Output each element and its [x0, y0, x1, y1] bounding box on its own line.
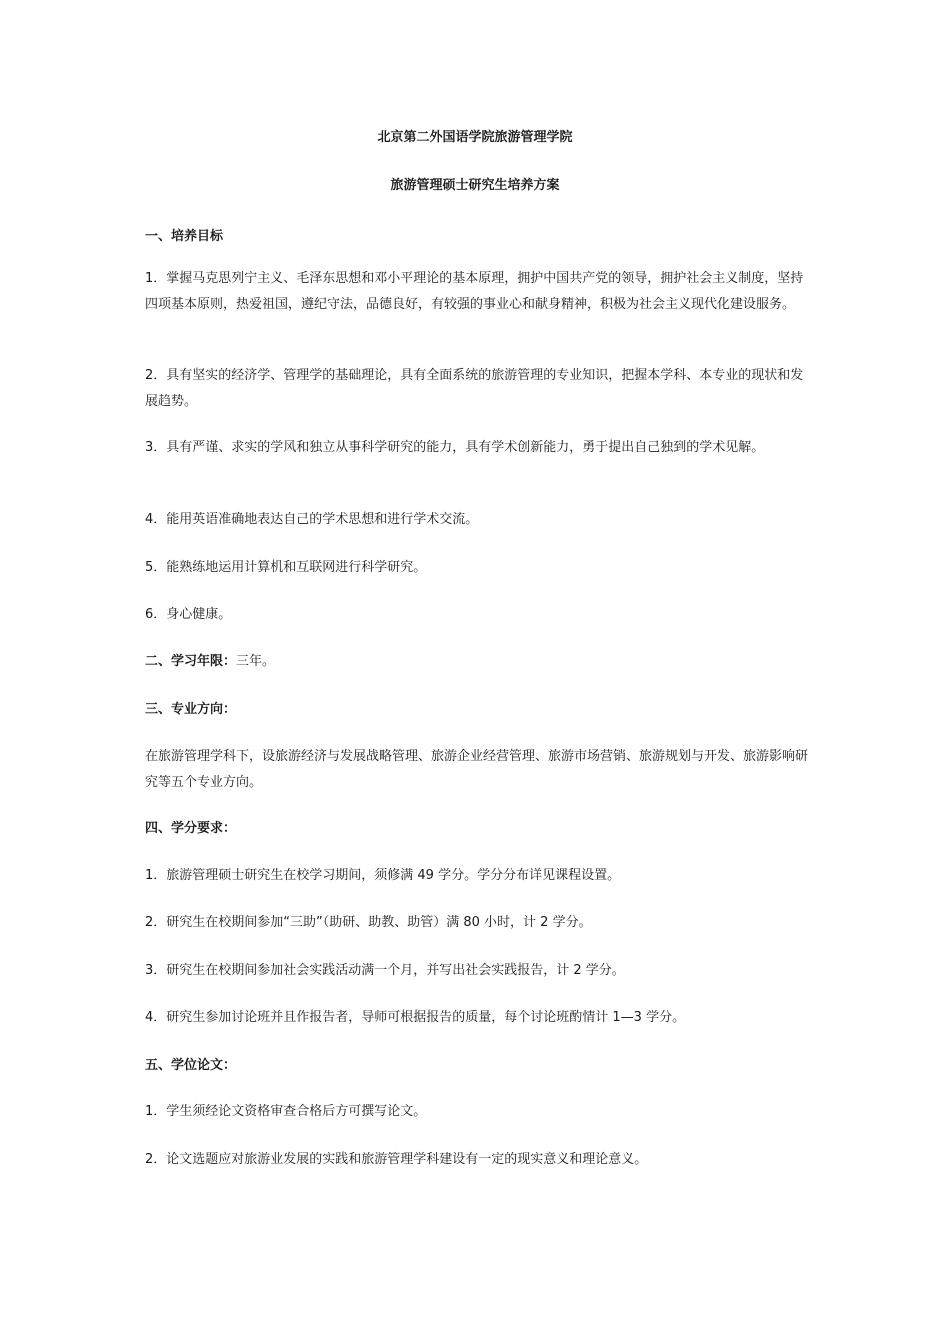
thesis-item: 1．学生须经论文资格审查合格后方可撰写论文。	[145, 1104, 427, 1119]
specialization-text: 在旅游管理学科下，设旅游经济与发展战略管理、旅游企业经营管理、旅游市场营销、旅游规划与开发、旅游影响研究等五个专业方向。	[145, 749, 809, 790]
section-heading-credit-requirements: 四、学分要求：	[145, 821, 237, 836]
training-goal-item: 2．具有坚实的经济学、管理学的基础理论，具有全面系统的旅游管理的专业知识，把握本学科、本专业的现状和发展趋势。	[145, 368, 804, 409]
credit-requirement-item: 4．研究生参加讨论班并且作报告者，导师可根据报告的质量，每个讨论班酌情计 1—3 学分。	[145, 1010, 686, 1025]
study-period-value: 三年。	[236, 654, 276, 669]
document-title: 北京第二外国语学院旅游管理学院	[377, 130, 573, 145]
section-heading-specialization: 三、专业方向：	[145, 702, 237, 717]
study-period-line	[145, 649, 810, 675]
section-heading-training-goals: 一、培养目标	[145, 229, 224, 244]
training-goal-item: 6．身心健康。	[145, 607, 232, 622]
section-heading-thesis: 五、学位论文：	[145, 1058, 237, 1073]
thesis-item: 2．论文选题应对旅游业发展的实践和旅游管理学科建设有一定的现实意义和理论意义。	[145, 1152, 648, 1167]
training-goal-item: 1．掌握马克思列宁主义、毛泽东思想和邓小平理论的基本原理，拥护中国共产党的领导，拥护社会主义制度，坚持四项基本原则，热爱祖国，遵纪守法，品德良好，有较强的事业心和献身精神，积极为社会主义现代化建设服务。	[145, 271, 804, 312]
document-subtitle: 旅游管理硕士研究生培养方案	[390, 178, 560, 193]
training-goal-item: 5．能熟练地运用计算机和互联网进行科学研究。	[145, 560, 427, 575]
credit-requirement-item: 2．研究生在校期间参加“三助”（助研、助教、助管）满 80 小时，计 2 学分。	[145, 915, 592, 930]
training-goal-item: 3．具有严谨、求实的学风和独立从事科学研究的能力，具有学术创新能力，勇于提出自己独到的学术见解。	[145, 440, 765, 455]
training-goal-item: 4．能用英语准确地表达自己的学术思想和进行学术交流。	[145, 512, 479, 527]
credit-requirement-item: 3．研究生在校期间参加社会实践活动满一个月，并写出社会实践报告，计 2 学分。	[145, 963, 625, 978]
section-heading-study-period: 二、学习年限：	[145, 654, 237, 669]
credit-requirement-item: 1．旅游管理硕士研究生在校学习期间，须修满 49 学分。学分分布详见课程设置。	[145, 868, 621, 883]
